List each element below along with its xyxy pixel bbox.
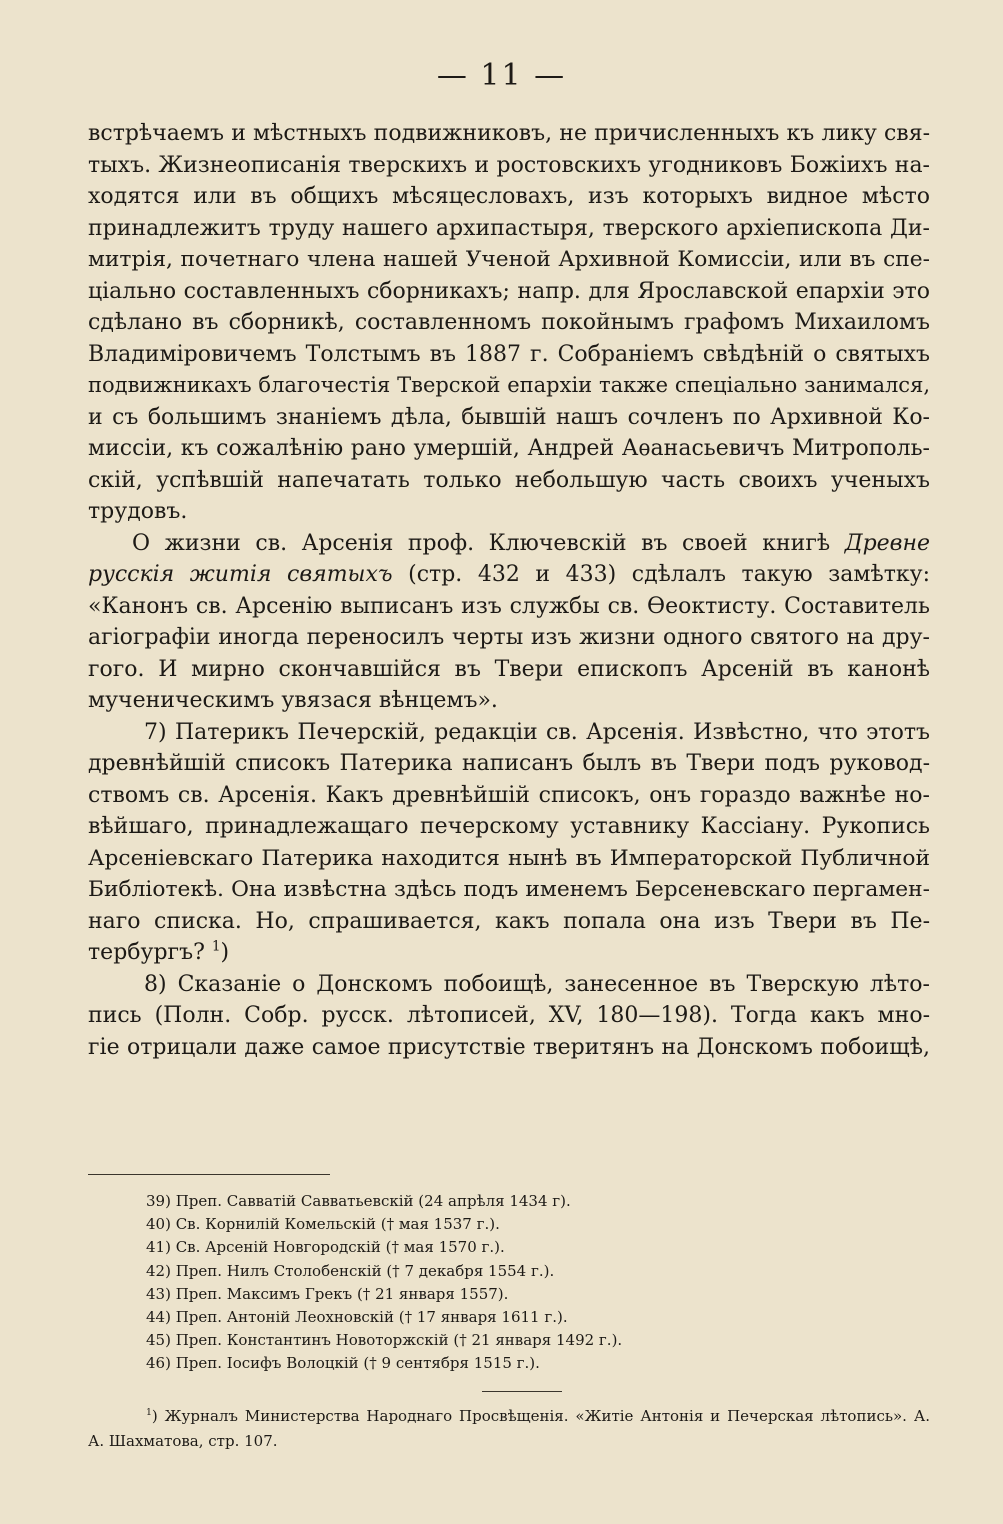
footnote-ref[interactable]: 1: [211, 938, 221, 955]
list-item: 42) Преп. Нилъ Столобенскій († 7 декабря 1554 г.).: [146, 1261, 555, 1280]
paragraph-2: [88, 528, 930, 717]
text-line: 8) Сказаніе о Донскомъ побоищѣ, занесенное въ Тверскую лѣто-: [144, 971, 930, 997]
text-line: Библіотекѣ. Она извѣстна здѣсь подъ именемъ Берсеневскаго пергамен-: [88, 877, 930, 902]
text-line: принадлежитъ труду нашего архипастыря, тверского архіепископа Ди-: [88, 215, 930, 241]
list-item: 41) Св. Арсеній Новгородскій († мая 1570 г.).: [146, 1238, 505, 1257]
text-line: наго списка. Но, спрашивается, какъ попала она изъ Твери въ Пе-: [88, 908, 930, 934]
list-item: 46) Преп. Іосифъ Волоцкій († 9 сентября 1515 г.).: [146, 1354, 540, 1373]
footnote-line: А. Шахматова, стр. 107.: [88, 1432, 278, 1450]
text-line: [88, 559, 930, 591]
text-line: 7) Патерикъ Печерскій, редакціи св. Арсенія. Извѣстно, что этотъ: [144, 719, 930, 745]
text-line: ціально составленныхъ сборникахъ; напр. для Ярославской епархіи это: [88, 278, 930, 304]
text-line: [88, 937, 930, 969]
book-title-italic: Древне: [844, 530, 930, 556]
text-line: миссіи, къ сожалѣнію рано умершій, Андрей Аѳанасьевичъ Митрополь-: [88, 436, 930, 461]
text-line: митрія, почетнаго члена нашей Ученой Архивной Комиссіи, или въ спе-: [88, 247, 930, 272]
paragraph-3: [88, 717, 930, 969]
text-line: и съ большимъ знаніемъ дѣла, бывшій нашъ сочленъ по Архивной Ко-: [88, 404, 930, 430]
paragraph-4: [88, 969, 930, 1064]
separator-rule: [88, 1174, 330, 1175]
list-item: 40) Св. Корнилій Комельскій († мая 1537 г.).: [146, 1215, 500, 1234]
footnote-mark: 1: [146, 1407, 152, 1418]
footnote-rule: [482, 1391, 562, 1392]
text-line: агіографіи иногда переносилъ черты изъ жизни одного святого на дру-: [88, 625, 930, 650]
text-run: О жизни св. Арсенія проф. Ключевскій въ своей книгѣ: [132, 530, 845, 556]
text-run: (стр. 432 и 433) сдѣлалъ такую замѣтку:: [392, 562, 930, 587]
footnote: [88, 1404, 930, 1454]
text-line: мученическимъ увязася вѣнцемъ».: [88, 688, 498, 713]
text-line: встрѣчаемъ и мѣстныхъ подвижниковъ, не причисленныхъ къ лику свя-: [88, 121, 930, 146]
text-line: подвижникахъ благочестія Тверской епархіи также спеціально занимался,: [88, 373, 930, 397]
list-item: 45) Преп. Константинъ Новоторжскій († 21 января 1492 г.).: [146, 1331, 623, 1350]
text-line: гого. И мирно скончавшійся въ Твери епископъ Арсеній въ канонѣ: [88, 656, 930, 682]
text-run: ): [220, 940, 230, 965]
footnote-line: [88, 1404, 930, 1429]
text-line: Арсеніевскаго Патерика находится нынѣ въ Императорской Публичной: [88, 845, 930, 871]
paragraph-1: [88, 118, 930, 528]
text-line: вѣйшаго, принадлежащаго печерскому уставнику Кассіану. Рукопись: [88, 814, 930, 839]
list-item: 44) Преп. Антоній Леохновскій († 17 января 1611 г.).: [146, 1308, 568, 1327]
text-line: скій, успѣвшій напечатать только небольшую часть своихъ ученыхъ: [88, 467, 930, 493]
text-line: [88, 528, 930, 560]
text-line: трудовъ.: [88, 499, 188, 524]
text-line: тыхъ. Жизнеописанія тверскихъ и ростовскихъ угодниковъ Божіихъ на-: [88, 152, 930, 178]
book-title-italic: русскія житія святыхъ: [88, 562, 393, 587]
page-number: — 11 —: [436, 58, 567, 93]
text-run: тербургъ?: [88, 940, 212, 965]
list-item: 39) Преп. Савватій Савватьевскій (24 апрѣля 1434 г).: [146, 1192, 571, 1210]
saints-list: [146, 1190, 706, 1376]
text-run: ) Журналъ Министерства Народнаго Просвѣщенія. «Житіе Антонія и Печерская лѣтопись». А.: [151, 1407, 930, 1425]
text-line: пись (Полн. Собр. русск. лѣтописей, XV, 180—198). Тогда какъ мно-: [88, 1003, 930, 1028]
text-line: древнѣйшій списокъ Патерика написанъ былъ въ Твери подъ руковод-: [88, 751, 930, 776]
list-item: 43) Преп. Максимъ Грекъ († 21 января 1557).: [146, 1284, 509, 1303]
text-line: «Канонъ св. Арсенію выписанъ изъ службы св. Ѳеоктисту. Составитель: [88, 593, 930, 619]
text-line: Владиміровичемъ Толстымъ въ 1887 г. Собраніемъ свѣдѣній о святыхъ: [88, 341, 930, 367]
text-line: ствомъ св. Арсенія. Какъ древнѣйшій списокъ, онъ гораздо важнѣе но-: [88, 782, 930, 808]
text-line: сдѣлано въ сборникѣ, составленномъ покойнымъ графомъ Михаиломъ: [88, 310, 930, 335]
text-line: ходятся или въ общихъ мѣсяцесловахъ, изъ которыхъ видное мѣсто: [88, 184, 930, 209]
text-line: гіе отрицали даже самое присутствіе тверитянъ на Донскомъ побоищѣ,: [88, 1034, 930, 1060]
main-text: [88, 118, 930, 1063]
